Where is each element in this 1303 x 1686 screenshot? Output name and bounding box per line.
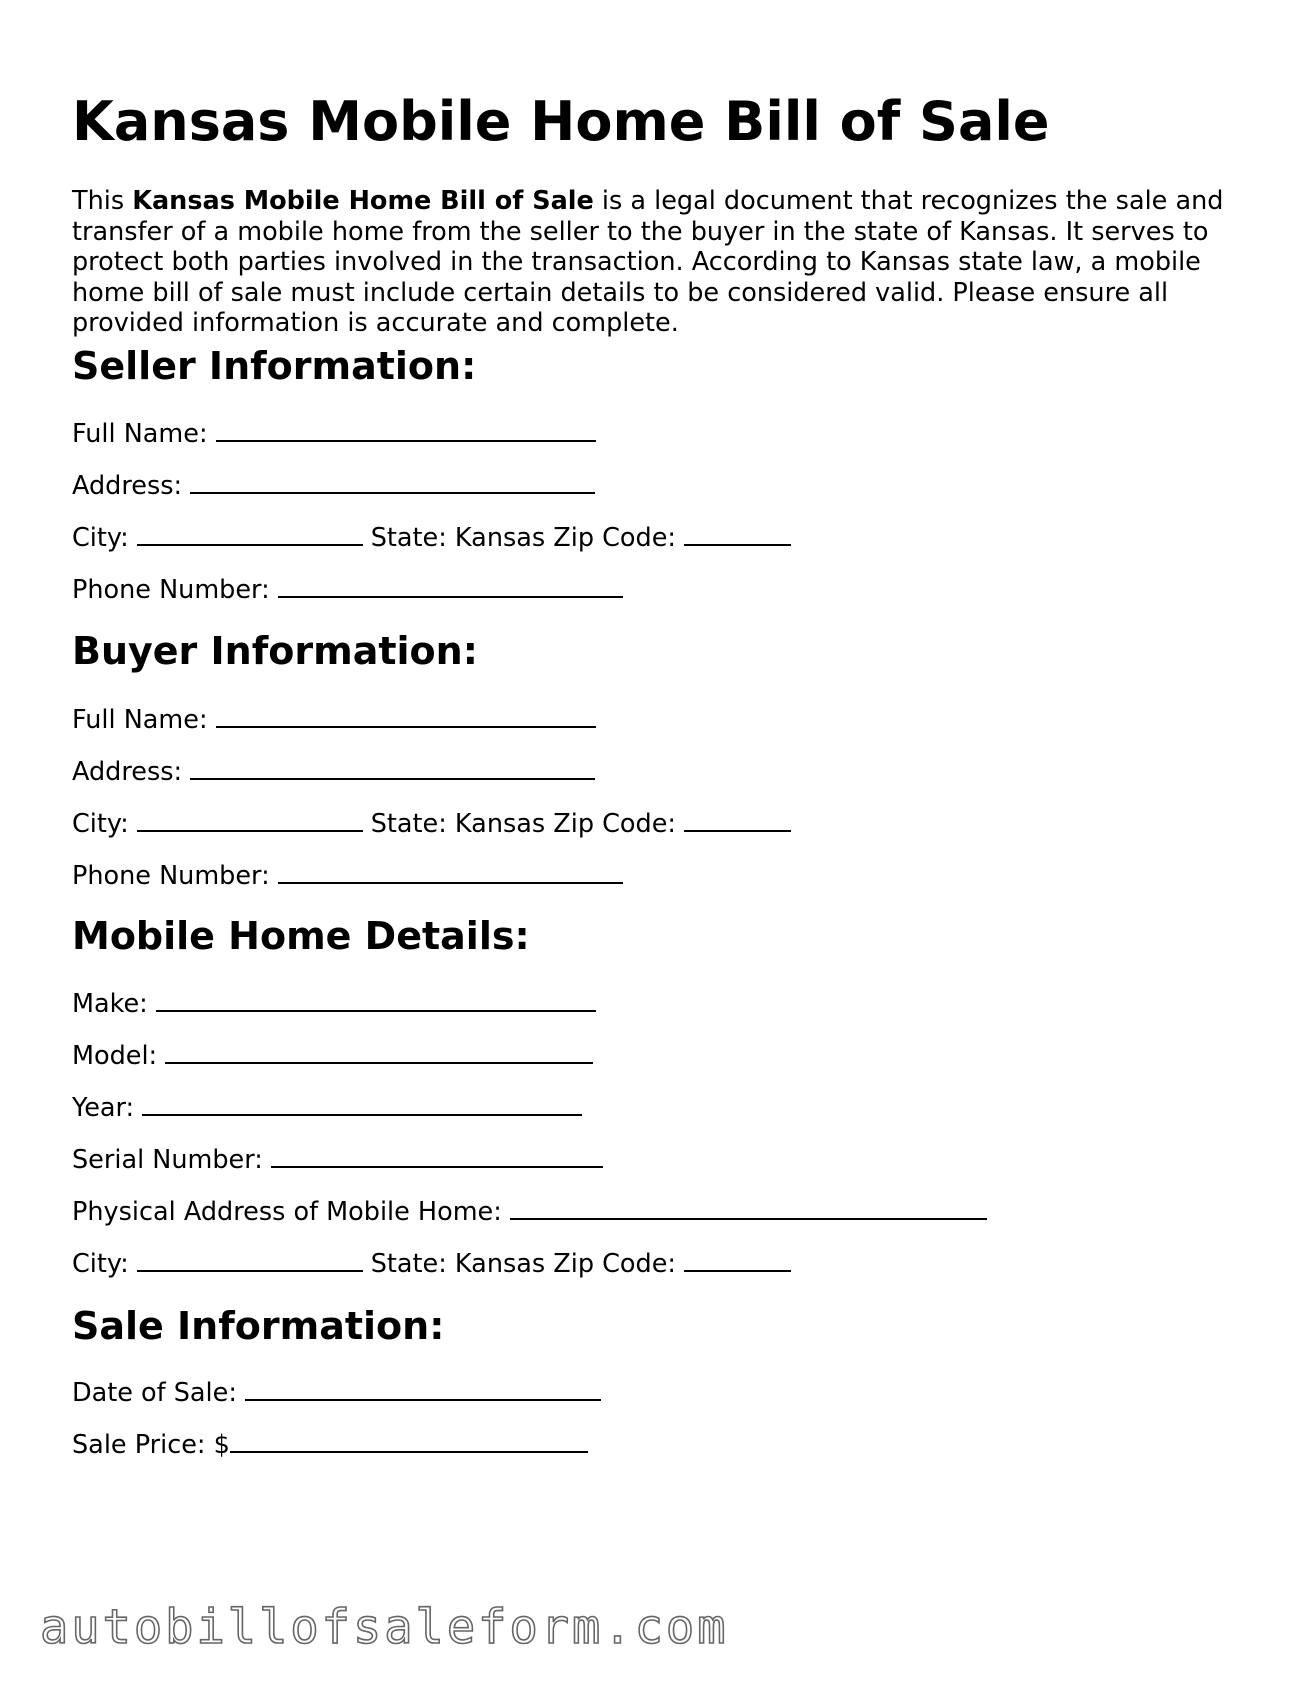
- sale-date-row: [72, 1375, 601, 1409]
- home-heading: Mobile Home Details:: [72, 914, 530, 958]
- document-title: Kansas Mobile Home Bill of Sale: [72, 90, 1050, 153]
- buyer-full-name-row: [72, 702, 596, 736]
- intro-paragraph: [72, 186, 1232, 339]
- sale-price-field[interactable]: [230, 1427, 588, 1453]
- buyer-address-row: [72, 754, 595, 788]
- home-city-label: City:: [72, 1249, 129, 1279]
- seller-city-field[interactable]: [137, 520, 363, 546]
- sale-price-label: Sale Price: $: [72, 1430, 230, 1460]
- buyer-phone-row: [72, 858, 623, 892]
- seller-city-label: City:: [72, 523, 129, 553]
- home-city-field[interactable]: [137, 1246, 363, 1272]
- buyer-zip-field[interactable]: [684, 806, 791, 832]
- sale-date-label: Date of Sale:: [72, 1378, 237, 1408]
- home-city-row: [72, 1246, 791, 1280]
- seller-phone-field[interactable]: [278, 572, 623, 598]
- sale-date-field[interactable]: [245, 1375, 601, 1401]
- home-make-label: Make:: [72, 989, 148, 1019]
- home-year-label: Year:: [72, 1093, 135, 1123]
- buyer-heading: Buyer Information:: [72, 629, 478, 673]
- seller-state-zip-label: State: Kansas Zip Code:: [370, 523, 676, 553]
- seller-full-name-label: Full Name:: [72, 419, 208, 449]
- home-zip-field[interactable]: [684, 1246, 791, 1272]
- seller-city-row: [72, 520, 791, 554]
- seller-zip-field[interactable]: [684, 520, 791, 546]
- home-serial-row: [72, 1142, 603, 1176]
- buyer-address-label: Address:: [72, 757, 183, 787]
- buyer-phone-label: Phone Number:: [72, 861, 270, 891]
- buyer-city-field[interactable]: [137, 806, 363, 832]
- buyer-state-zip-label: State: Kansas Zip Code:: [370, 809, 676, 839]
- home-address-row: [72, 1194, 987, 1228]
- seller-full-name-field[interactable]: [216, 416, 596, 442]
- seller-address-field[interactable]: [190, 468, 595, 494]
- home-address-field[interactable]: [510, 1194, 987, 1220]
- home-serial-label: Serial Number:: [72, 1145, 263, 1175]
- seller-heading: Seller Information:: [72, 344, 477, 388]
- home-model-field[interactable]: [165, 1038, 593, 1064]
- seller-phone-label: Phone Number:: [72, 575, 270, 605]
- home-state-zip-label: State: Kansas Zip Code:: [370, 1249, 676, 1279]
- sale-heading: Sale Information:: [72, 1304, 445, 1348]
- seller-full-name-row: [72, 416, 596, 450]
- intro-prefix: This: [72, 186, 133, 216]
- buyer-city-row: [72, 806, 791, 840]
- intro-text: is a legal document that recognizes the sale and transfer of a mobile home from the seller to the buyer in the state of Kansas. It serves to protect both parties involved in the transaction. According to Kansas state law, a mobile home bill of sale must include certain details to be considered valid. Please ensure all provided information is accurate and complete.: [72, 186, 1224, 338]
- buyer-address-field[interactable]: [190, 754, 595, 780]
- buyer-phone-field[interactable]: [278, 858, 623, 884]
- home-year-field[interactable]: [142, 1090, 582, 1116]
- intro-bold-title: Kansas Mobile Home Bill of Sale: [132, 186, 594, 216]
- home-model-row: [72, 1038, 593, 1072]
- sale-price-row: [72, 1427, 588, 1461]
- home-serial-field[interactable]: [271, 1142, 603, 1168]
- home-model-label: Model:: [72, 1041, 158, 1071]
- watermark-text: autobillofsaleform.com: [40, 1600, 729, 1655]
- seller-address-label: Address:: [72, 471, 183, 501]
- buyer-full-name-label: Full Name:: [72, 705, 208, 735]
- seller-phone-row: [72, 572, 623, 606]
- home-year-row: [72, 1090, 582, 1124]
- buyer-city-label: City:: [72, 809, 129, 839]
- home-make-row: [72, 986, 596, 1020]
- home-make-field[interactable]: [156, 986, 596, 1012]
- home-address-label: Physical Address of Mobile Home:: [72, 1197, 502, 1227]
- buyer-full-name-field[interactable]: [216, 702, 596, 728]
- seller-address-row: [72, 468, 595, 502]
